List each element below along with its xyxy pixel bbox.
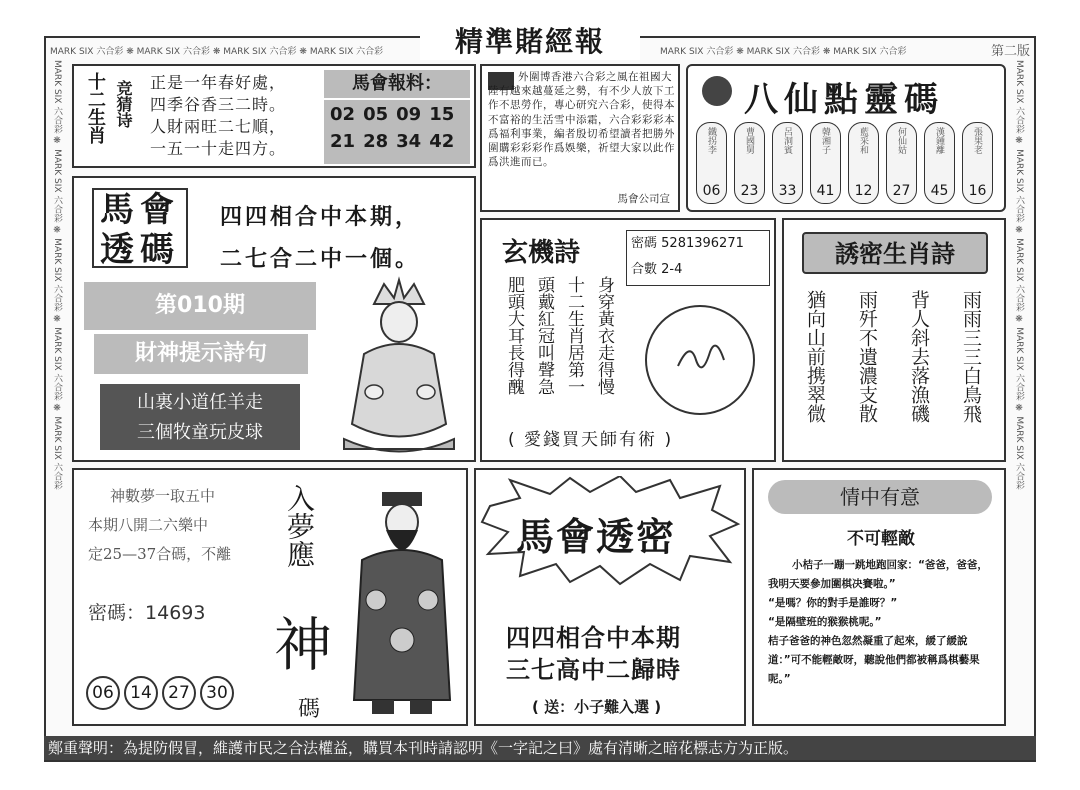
intro-text: 外圍博香港六合彩之風在祖國大陸有越來越蔓延之勢，有不少人放下工作不思勞作，專心研究六合彩，使得本不富裕的生活雪中添霜，六合彩彩彩本爲福利事業，編者殷切希望讀者把勝外圍購彩彩彩作爲娛樂，祈望大家以此作爲洪進而已。 xyxy=(488,71,675,169)
mahui-toma-line-1: 四四相合中本期， xyxy=(220,205,421,230)
xuanji-code-box xyxy=(626,230,770,286)
report-number: 15 xyxy=(429,104,455,125)
poem-column: 十二生肖居第一 xyxy=(564,276,584,395)
immortal-item xyxy=(848,122,879,204)
immortal-name: 張果老 xyxy=(972,127,982,154)
immortal-number: 16 xyxy=(968,183,987,199)
immortals-row xyxy=(696,122,993,204)
intro-signature: 馬會公司宣 xyxy=(617,193,670,205)
immortal-number: 41 xyxy=(816,183,835,199)
caishen-issue: 第010期 xyxy=(84,282,316,330)
mark-six-strip-right: MARK SIX 六合彩 ❋ MARK SIX 六合彩 ❋ MARK SIX 六合彩 xyxy=(660,47,907,57)
dream-number: 27 xyxy=(162,676,196,710)
mahui-report-numbers xyxy=(324,100,470,164)
eight-immortals-box xyxy=(686,64,1006,212)
guess-poem-label: 竞猜诗 xyxy=(114,80,133,128)
dream-lines xyxy=(88,482,231,569)
dream-number: 30 xyxy=(200,676,234,710)
report-number: 21 xyxy=(330,131,356,152)
zodiac-label: 十二生肖 xyxy=(85,72,106,144)
poem-line: 四季谷香三二時。 xyxy=(150,95,287,114)
hidden-sign-icon xyxy=(640,300,760,420)
mahui-toma-label: 馬會透碼 xyxy=(92,188,188,268)
report-number: 02 xyxy=(330,104,356,125)
story-paragraph: 桔子爸爸的神色忽然凝重了起來，緩了緩說道：”可不能輕敵呀，聽說他們都被稱爲棋藝果呢。” xyxy=(768,635,980,685)
story-banner: 情中有意 xyxy=(768,480,992,514)
poem-column: 身穿黃衣走得慢 xyxy=(594,276,614,395)
mark-six-strip-vertical-left: MARK SIX 六合彩 ❋ MARK SIX 六合彩 ❋ MARK SIX 六合彩 ❋ MARK SIX 六合彩 ❋ MARK SIX 六合彩 xyxy=(52,60,62,490)
story-title: 不可輕敵 xyxy=(847,529,915,549)
immortal-number: 06 xyxy=(702,183,721,199)
immortal-item xyxy=(924,122,955,204)
caishen-poem xyxy=(100,384,300,450)
mahui-toma-line-2: 二七合二中一個。 xyxy=(220,247,421,272)
story-paragraph: “是隔壁班的猴猴桃呢。” xyxy=(768,616,882,628)
mark-six-strip-vertical-right: MARK SIX 六合彩 ❋ MARK SIX 六合彩 ❋ MARK SIX 六合彩 ❋ MARK SIX 六合彩 ❋ MARK SIX 六合彩 xyxy=(1014,60,1024,490)
dream-number: 14 xyxy=(124,676,158,710)
dream-line: 神數夢一取五中 xyxy=(110,487,216,505)
immortal-name: 漢鍾離 xyxy=(934,127,944,154)
zodiac-poem-lines xyxy=(150,72,286,160)
footer-statement: 鄭重聲明：為提防假冒，維護市民之合法權益，購買本刊時請認明《一字記之曰》處有清晰之暗花標志方为正版。 xyxy=(44,736,1036,760)
dream-line: 本期八開二六樂中 xyxy=(88,516,209,534)
xuanji-poem xyxy=(504,276,614,395)
report-number: 28 xyxy=(363,131,389,152)
story-paragraph: 小桔子一蹦一跳地跑回家：“爸爸，爸爸，我明天要參加圍棋决賽啦。” xyxy=(768,559,988,590)
xuanji-box xyxy=(480,218,776,462)
dream-number: 06 xyxy=(86,676,120,710)
dream-code-label: 密碼： xyxy=(88,602,146,624)
immortal-number: 27 xyxy=(892,183,911,199)
buddha-figure-icon xyxy=(334,274,464,454)
immortal-item xyxy=(696,122,727,204)
zodiac-poem-box xyxy=(72,64,476,168)
immortal-item xyxy=(734,122,765,204)
poem-line: 正是一年春好處， xyxy=(150,73,287,92)
immortal-item xyxy=(886,122,917,204)
poem-column: 雨雨三三白鳥飛 xyxy=(960,290,982,423)
dream-god-box xyxy=(72,468,468,726)
immortal-name: 藍采和 xyxy=(858,127,868,154)
immortal-number: 23 xyxy=(740,183,759,199)
intro-box xyxy=(480,64,680,212)
mahui-report-header: 馬會報料： xyxy=(324,70,470,98)
mahui-toma-box xyxy=(72,176,476,462)
poem-line: 一五一十走四方。 xyxy=(150,139,287,158)
poem-column: 雨歼不遺濃支散 xyxy=(856,290,878,423)
dream-code xyxy=(88,598,205,625)
sum-label: 合數 xyxy=(631,262,658,277)
immortal-number: 33 xyxy=(778,183,797,199)
story-paragraph: “是嗎？你的對手是誰呀？” xyxy=(768,597,898,609)
poem-column: 肥頭大耳長得醜 xyxy=(504,276,524,395)
immortal-name: 何仙姑 xyxy=(896,127,906,154)
immortal-number: 12 xyxy=(854,183,873,199)
immortal-item xyxy=(772,122,803,204)
immortal-name: 呂洞賓 xyxy=(782,127,792,154)
edition-label: 第二版 xyxy=(990,44,1030,59)
mark-six-strip-left: MARK SIX 六合彩 ❋ MARK SIX 六合彩 ❋ MARK SIX 六合彩 ❋ MARK SIX 六合彩 xyxy=(50,47,384,57)
fairy-icon xyxy=(702,76,732,106)
youmi-title: 誘密生肖詩 xyxy=(802,232,988,274)
caishen-title: 財神提示詩句 xyxy=(94,334,308,374)
god-figure-icon xyxy=(342,490,462,720)
caishen-line-1: 山裏小道任羊走 xyxy=(137,392,263,413)
immortal-item xyxy=(962,122,993,204)
story-box xyxy=(752,468,1006,726)
immortal-name: 韓湘子 xyxy=(820,127,830,154)
immortal-name: 鐵拐李 xyxy=(706,127,716,154)
xuanji-title: 玄機詩 xyxy=(502,238,581,268)
toumi-line-1: 四四相合中本期 xyxy=(506,624,681,652)
immortal-name: 曹國舅 xyxy=(744,127,754,154)
dream-line: 定25—37合碼，不離 xyxy=(88,545,232,563)
eight-immortals-title: 八仙點靈碼 xyxy=(744,80,944,120)
immortal-number: 45 xyxy=(930,183,949,199)
story-body xyxy=(768,556,998,689)
toumi-title: 馬會透密 xyxy=(516,514,677,559)
toumi-box xyxy=(474,468,746,726)
dream-numbers xyxy=(86,676,234,710)
sum-value: 2-4 xyxy=(661,262,683,277)
youmi-poem xyxy=(804,290,982,423)
xuanji-caption: ( 愛錢買天師有術 ) xyxy=(508,430,674,450)
report-number: 05 xyxy=(363,104,389,125)
toumi-note: ( 送：小子難入選 ) xyxy=(532,698,662,716)
immortal-item xyxy=(810,122,841,204)
youmi-box xyxy=(782,218,1006,462)
code-value: 5281396271 xyxy=(661,236,744,251)
poem-column: 猶向山前携翠微 xyxy=(804,290,826,423)
dream-code-value: 14693 xyxy=(145,602,206,624)
caishen-line-2: 三個牧童玩皮球 xyxy=(137,422,263,443)
masthead-title: 精準賭經報 xyxy=(420,24,640,60)
poem-line: 人財兩旺二七順， xyxy=(150,117,287,136)
dream-vertical-3: 碼 xyxy=(298,697,321,722)
dream-vertical-1: 入夢應 xyxy=(283,484,316,568)
report-number: 34 xyxy=(396,131,422,152)
poem-column: 背人斜去落漁磯 xyxy=(908,290,930,423)
report-number: 42 xyxy=(429,131,455,152)
code-label: 密碼 xyxy=(631,236,658,251)
dream-vertical-2: 神 xyxy=(274,611,333,679)
poem-column: 頭戴紅冠叫聲急 xyxy=(534,276,554,395)
toumi-line-2: 三七高中二歸時 xyxy=(506,656,681,684)
report-number: 09 xyxy=(396,104,422,125)
